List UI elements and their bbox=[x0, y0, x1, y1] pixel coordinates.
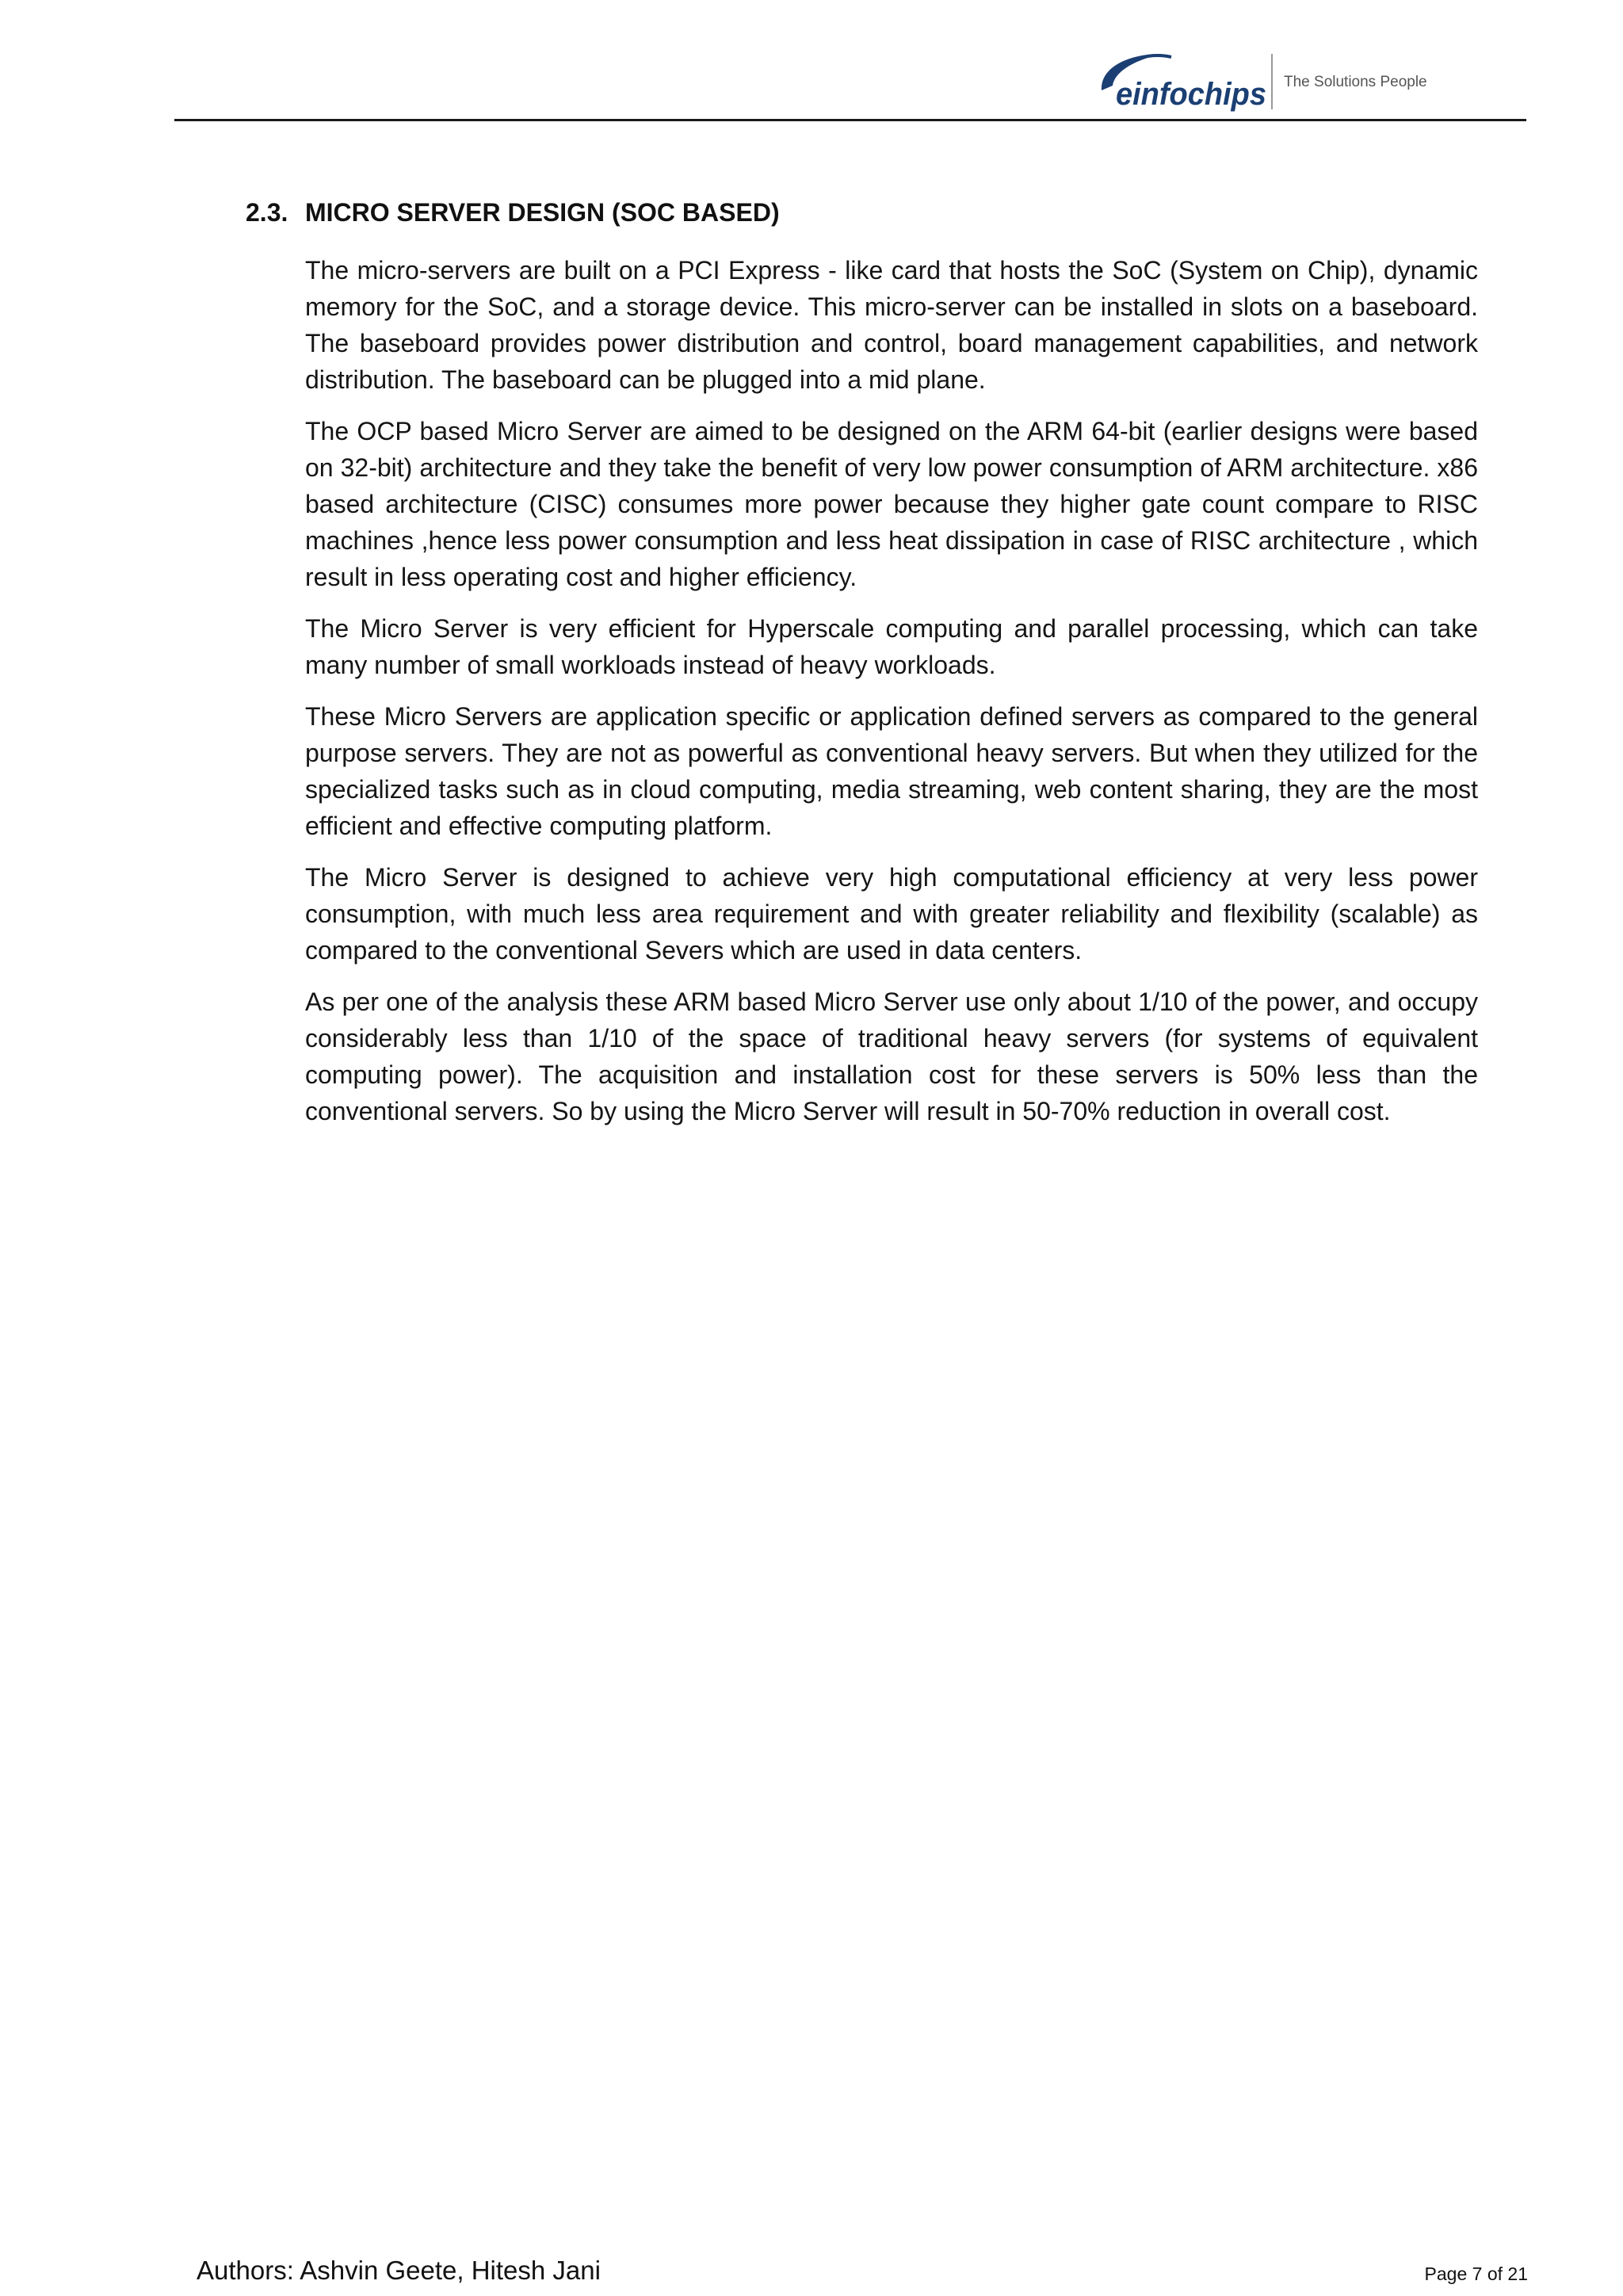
paragraph: As per one of the analysis these ARM based Micro Server use only about 1/10 of the power, and occupy considerably less than 1/10 of the space of traditional heavy servers (for systems of equivalent computing power). The acquisition and installation cost for these servers is 50% less than the conventional servers. So by using the Micro Server will result in 50-70% reduction in overall cost. bbox=[305, 988, 1478, 1125]
page-number: Page 7 of 21 bbox=[1424, 2264, 1528, 2284]
section-number: 2.3. bbox=[246, 198, 288, 227]
paragraph: The Micro Server is designed to achieve very high computational efficiency at very less power consumption, with much less area requirement and with greater reliability and flexibility (scalable) as compared to the conventional Severs which are used in data centers. bbox=[305, 863, 1478, 965]
page-header bbox=[174, 29, 1526, 121]
logo-wordmark: einfochips bbox=[1116, 77, 1266, 112]
logo-tagline: The Solutions People bbox=[1284, 74, 1427, 90]
section-body bbox=[305, 252, 1478, 1144]
paragraph: These Micro Servers are application specific or application defined servers as compared to the general purpose servers. They are not as powerful as conventional heavy servers. But when they utilized for the specialized tasks such as in cloud computing, media streaming, web content sharing, they are the most efficient and effective computing platform. bbox=[305, 702, 1478, 840]
company-logo bbox=[1092, 40, 1449, 122]
logo-divider bbox=[1271, 54, 1273, 109]
paragraph: The Micro Server is very efficient for Hyperscale computing and parallel processing, which can take many number of small workloads instead of heavy workloads. bbox=[305, 614, 1478, 679]
section-title: MICRO SERVER DESIGN (SOC BASED) bbox=[305, 198, 780, 227]
paragraph: The micro-servers are built on a PCI Express - like card that hosts the SoC (System on Chip), dynamic memory for the SoC, and a storage device. This micro-server can be installed in slots on a baseboard. The baseboard provides power distribution and control, board management capabilities, and network distribution. The baseboard can be plugged into a mid plane. bbox=[305, 256, 1478, 394]
section-heading bbox=[246, 198, 780, 227]
einfochips-logo-icon bbox=[1092, 40, 1274, 122]
footer-authors: Authors: Ashvin Geete, Hitesh Jani bbox=[197, 2256, 601, 2285]
paragraph: The OCP based Micro Server are aimed to be designed on the ARM 64-bit (earlier designs were based on 32-bit) architecture and they take the benefit of very low power consumption of ARM architecture. x86 based architecture (CISC) consumes more power because they higher gate count compare to RISC machines ,hence less power consumption and less heat dissipation in case of RISC architecture , which result in less operating cost and higher efficiency. bbox=[305, 417, 1478, 591]
